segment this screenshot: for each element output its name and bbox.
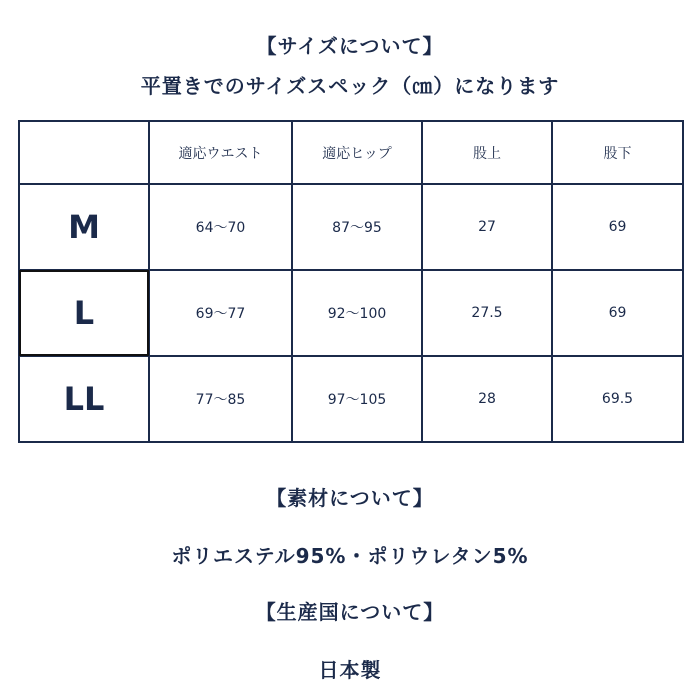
header-rise: 股上: [422, 121, 552, 184]
hip-value: 87〜95: [292, 184, 422, 270]
size-section-subheading: 平置きでのサイズスペック（㎝）になります: [140, 74, 560, 98]
rise-value: 27.5: [422, 270, 552, 356]
origin-value: 日本製: [318, 658, 382, 682]
size-section-heading: 【サイズについて】: [256, 34, 444, 58]
inseam-value: 69: [552, 184, 683, 270]
table-row: [19, 270, 683, 356]
table-row: [19, 356, 683, 442]
hip-value: 92〜100: [292, 270, 422, 356]
table-row: [19, 184, 683, 270]
size-label-ll: LL: [19, 356, 149, 442]
header-corner-cell: [19, 121, 149, 184]
size-label-l: L: [19, 270, 149, 356]
header-inseam: 股下: [552, 121, 683, 184]
size-spec-table: [18, 120, 684, 443]
inseam-value: 69.5: [552, 356, 683, 442]
waist-value: 69〜77: [149, 270, 292, 356]
rise-value: 27: [422, 184, 552, 270]
inseam-value: 69: [552, 270, 683, 356]
material-section-heading: 【素材について】: [266, 486, 434, 510]
hip-value: 97〜105: [292, 356, 422, 442]
header-hip: 適応ヒップ: [292, 121, 422, 184]
rise-value: 28: [422, 356, 552, 442]
size-label-m: M: [19, 184, 149, 270]
table-header-row: [19, 121, 683, 184]
origin-section-heading: 【生産国について】: [255, 600, 445, 624]
waist-value: 77〜85: [149, 356, 292, 442]
material-value: ポリエステル95%・ポリウレタン5%: [171, 544, 529, 568]
waist-value: 64〜70: [149, 184, 292, 270]
header-waist: 適応ウエスト: [149, 121, 292, 184]
